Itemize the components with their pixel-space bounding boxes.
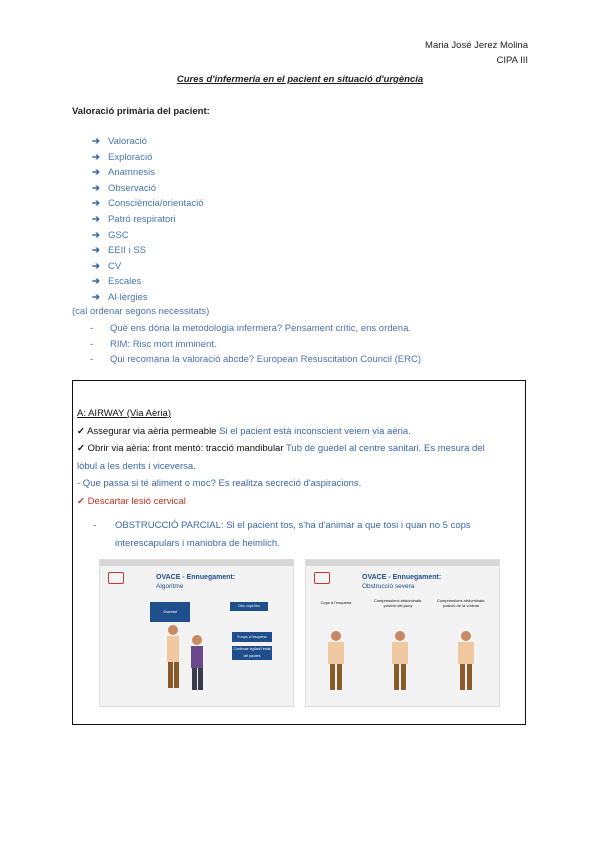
arrow-icon: ➔ [92, 213, 100, 225]
logo-icon [314, 572, 330, 584]
choking-figures-illustration [155, 620, 225, 700]
header-author-block [425, 38, 528, 68]
list-item: ➔ Patró respiratori [92, 212, 204, 228]
heimlich-figures-illustration [316, 628, 496, 706]
list-item: ➔ Escales [92, 274, 204, 290]
arrow-icon: ➔ [92, 151, 100, 163]
list-item: ➔ Observació [92, 181, 204, 197]
airway-content [77, 405, 522, 510]
slide-algorithm [99, 559, 294, 707]
arrow-icon: ➔ [92, 245, 100, 257]
airway-heading: A: AIRWAY (Via Aèria) [77, 408, 171, 419]
airway-check-2-cont: lòbul a les dents i viceversa. [77, 460, 196, 472]
slide-subtitle: Algoritme [156, 583, 184, 590]
checkmark-icon: ✓ [77, 443, 85, 454]
document-title: Cures d'infermeria en el pacient en situació d'urgència [176, 74, 424, 85]
course-code: CIPA III [496, 55, 528, 66]
order-note: (cal ordenar segons necessitats) [72, 306, 210, 317]
list-item: ➔ Exploració [92, 150, 204, 166]
flow-box: Cinc cops lleu [230, 602, 268, 611]
obstruction-note: - OBSTRUCCIÓ PARCIAL: Si el pacient tos, s'ha d'animar a que tosi i quan no 5 cops interescapulars i maniobra de heimlich. [93, 520, 471, 549]
questions-list [90, 321, 421, 368]
airway-check-1: ✓ Assegurar via aèria permeable Si el pacient està inconscient veiem via aèria. [77, 425, 411, 437]
arrow-icon: ➔ [92, 291, 100, 303]
author-name: Maria José Jerez Molina [425, 40, 528, 51]
list-item: ➔ Valoració [92, 134, 204, 150]
flow-box: Continuar vigilant l'estat del pacient [233, 647, 271, 658]
arrow-icon: ➔ [92, 276, 100, 288]
list-item: ➔ Anamnesis [92, 165, 204, 181]
list-item: - Qui recomana la valoració abcde? European Resuscitation Council (ERC) [90, 354, 422, 365]
logo-icon [108, 572, 124, 584]
list-item: ➔ GSC [92, 228, 204, 244]
arrow-icon: ➔ [92, 182, 100, 194]
slide-title: OVACE - Ennuegament: [156, 574, 236, 581]
checkmark-icon: ✓ [77, 425, 85, 437]
arrow-icon: ➔ [92, 229, 100, 241]
arrow-icon: ➔ [92, 198, 100, 210]
section-title: Valoració primària del pacient: [72, 106, 210, 117]
slide-subtitle: Obstrucció severa [362, 583, 415, 590]
list-item: - RIM: Risc mort imminent. [90, 338, 217, 350]
airway-question: - Que passa si té aliment o moc? Es realitza secreció d'aspiracions. [77, 478, 362, 489]
slide-caption: Compressions abdominals: posició del puny [373, 598, 423, 608]
list-item: ➔ Al·lèrgies [92, 290, 204, 306]
slide-title: OVACE - Ennuegament: [362, 574, 442, 581]
arrow-icon: ➔ [92, 167, 100, 179]
airway-check-2: ✓ Obrir via aèria: front mentó: tracció mandibular Tub de guedel al centre sanitari. Es mesura del [77, 443, 485, 454]
airway-red-item: ✓ Descartar lesió cervical [77, 495, 186, 507]
airway-box [72, 380, 526, 725]
arrow-icon: ➔ [92, 136, 100, 147]
list-item: ➔ EEII i SS [92, 243, 204, 259]
slide-caption: Cops a l'esquena [320, 600, 352, 605]
assessment-list [92, 134, 204, 306]
slide-severe-obstruction [305, 559, 500, 707]
slide-caption: Compressions abdominals: posició de la víctima [436, 598, 486, 608]
list-item: - Què ens dóna la metodologia infermera? Pensament crític, ens ordena. [90, 323, 412, 334]
arrow-icon: ➔ [92, 260, 100, 272]
list-item: ➔ Consciència/orientació [92, 196, 204, 212]
flow-box: 5 cops a l'esquena [232, 632, 272, 642]
checkmark-icon: ✓ [77, 495, 85, 507]
list-item: ➔ CV [92, 259, 204, 275]
flow-box: Gravetat [150, 602, 190, 622]
